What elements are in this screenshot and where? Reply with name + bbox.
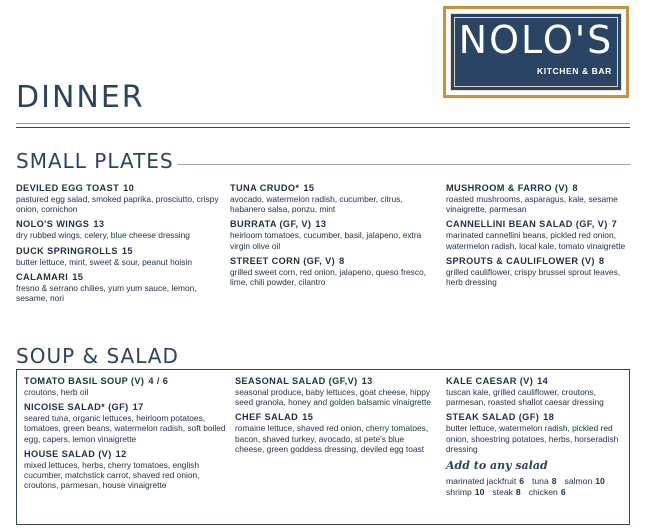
menu-item-title (16, 246, 221, 257)
menu-item-name: NOLO'S WINGS (16, 219, 90, 230)
menu-item-description: butter lettuce, mint, sweet & sour, peanut hoisin (16, 256, 192, 267)
menu-item-title (16, 272, 221, 283)
menu-item (16, 272, 221, 303)
menu-item-price: 8 (572, 183, 578, 193)
small-plates-column-2 (230, 183, 435, 292)
menu-item-description: grilled sweet corn, red onion, jalapeno, queso fresco, lime, chili powder, cilantro (230, 266, 426, 288)
menu-item-name: SEASONAL SALAD (GF,V) (235, 376, 358, 386)
small-plates-column-3 (446, 183, 636, 292)
menu-item-price: 13 (361, 376, 373, 386)
addons-row (446, 487, 626, 498)
menu-item (446, 256, 636, 287)
menu-item (235, 412, 435, 454)
small-plates-column-1 (16, 183, 221, 308)
addon-name: shrimp (446, 487, 472, 498)
addon-name: marinated jackfruit (446, 476, 517, 487)
logo-subtitle: KITCHEN & BAR (537, 66, 612, 76)
menu-item-name: NICOISE SALAD* (GF) (24, 402, 129, 413)
menu-item-price: 14 (537, 376, 549, 386)
menu-item-price: 15 (72, 271, 84, 282)
menu-item-description: roasted mushrooms, asparagus, kale, sesame vinaigrette, parmesan (446, 194, 618, 215)
menu-item-description: grilled cauliflower, crispy brussel sprout leaves, herb dressing (446, 266, 621, 288)
addon-name: salmon (564, 476, 593, 487)
menu-item-name: STREET CORN (GF, V) (230, 255, 336, 266)
addon-name: steak (492, 487, 513, 498)
menu-item-title (24, 402, 229, 413)
menu-item-price: 15 (121, 245, 133, 256)
menu-item-name: KALE CAESAR (V) (446, 376, 534, 386)
menu-item-description: mixed lettuces, herbs, cherry tomatoes, english cucumber, matchstick carrot, shaved red onion, croutons, parmesan, house vinaigrette (24, 459, 200, 491)
soup-salad-heading: SOUP & SALAD (16, 344, 179, 368)
menu-item-price: 7 (611, 219, 618, 230)
small-plates-heading: SMALL PLATES (16, 149, 174, 173)
menu-item-description: dry rubbed wings, celery, blue cheese dressing (16, 230, 190, 241)
soup-salad-column-3 (446, 376, 626, 498)
menu-item-price: 18 (543, 412, 555, 423)
menu-item-title (446, 412, 626, 423)
menu-item-name: MUSHROOM & FARRO (V) (446, 183, 569, 193)
menu-item-name: CHEF SALAD (235, 412, 299, 423)
addon-price: 10 (595, 476, 605, 487)
soup-salad-column-2 (235, 376, 435, 459)
menu-item-title (446, 376, 626, 387)
title-rule-navy (16, 127, 630, 128)
menu-item-description: seared tuna, organic lettuces, heirloom potatoes, tomatoes, green beans, watermelon radish, soft boiled egg, capers, lemon vinaigrette (24, 413, 226, 444)
menu-item (230, 183, 435, 214)
addons-row (446, 476, 626, 487)
menu-item-name: CANNELLINI BEAN SALAD (GF, V) (446, 219, 608, 230)
menu-item-title (16, 183, 221, 194)
addons-title: Add to any salad (446, 459, 548, 473)
menu-item-description: marinated cannellini beans, pickled red onion, watermelon radish, local kale, tomato vinaigrette (446, 230, 626, 251)
menu-item-title (446, 256, 636, 267)
menu-item (24, 402, 229, 444)
menu-item (446, 183, 636, 214)
menu-item (24, 449, 229, 491)
menu-item-price: 8 (339, 255, 345, 266)
menu-item (16, 219, 221, 240)
menu-item (24, 376, 229, 397)
menu-item-title (230, 183, 435, 194)
menu-item-name: TOMATO BASIL SOUP (V) (24, 376, 145, 386)
menu-item-price: 4 / 6 (148, 376, 169, 386)
menu-item-name: DUCK SPRINGROLLS (16, 245, 118, 256)
menu-item (235, 376, 435, 407)
menu-item-price: 17 (132, 402, 144, 413)
menu-item-price: 8 (598, 255, 605, 266)
menu-item-title (230, 219, 435, 230)
menu-item-description: heirloom tomatoes, cucumber, basil, jalapeno, extra virgin olive oil (230, 230, 422, 251)
addon-name: tuna (532, 476, 549, 487)
addon-price: 10 (474, 487, 485, 498)
menu-item-title (235, 412, 435, 423)
addon-price: 6 (560, 487, 566, 498)
menu-item-description: pastured egg salad, smoked paprika, prosciutto, crispy onion, cornichon (16, 194, 219, 215)
addon-price: 8 (515, 487, 521, 498)
menu-item-price: 13 (93, 219, 105, 230)
menu-item-price: 15 (302, 412, 314, 423)
menu-item-title (446, 219, 636, 230)
menu-item-name: STEAK SALAD (GF) (446, 412, 540, 423)
logo (443, 6, 629, 98)
menu-item-price: 12 (115, 448, 127, 459)
menu-item-price: 13 (315, 219, 327, 230)
menu-item-description: avocado, watermelon radish, cucumber, citrus, habanero salsa, ponzu, mint (230, 194, 403, 215)
menu-item-name: SPROUTS & CAULIFLOWER (V) (446, 255, 595, 266)
page-title: DINNER (16, 80, 145, 115)
menu-item-description: tuscan kale, grilled cauliflower, croutons, parmesan, roasted shallot caesar dressing (446, 387, 604, 408)
menu-item-price: 15 (303, 183, 315, 193)
menu-item-title (16, 219, 221, 230)
menu-item (446, 376, 626, 407)
logo-name: NOLO'S (458, 18, 614, 62)
menu-item-title (24, 449, 229, 460)
menu-item-title (24, 376, 229, 387)
menu-item-name: TUNA CRUDO* (230, 183, 300, 193)
menu-item-title (446, 183, 636, 194)
soup-salad-column-1 (24, 376, 229, 495)
addon-price: 6 (519, 476, 524, 487)
small-plates-rule (178, 164, 630, 165)
menu-item (446, 412, 626, 454)
menu-item (16, 183, 221, 214)
menu-item (230, 256, 435, 287)
title-rule-gold (16, 123, 630, 124)
menu-item-name: DEVILED EGG TOAST (16, 183, 120, 193)
menu-item-name: BURRATA (GF, V) (230, 219, 312, 230)
addon-name: chicken (528, 487, 558, 498)
menu-item (230, 219, 435, 250)
menu-item-title (230, 256, 435, 267)
menu-item-title (235, 376, 435, 387)
menu-item-name: CALAMARI (16, 271, 69, 282)
menu-item (16, 246, 221, 267)
menu-item (446, 219, 636, 250)
menu-item-name: HOUSE SALAD (V) (24, 448, 112, 459)
menu-item-description: croutons, herb oil (24, 387, 89, 397)
menu-item-description: seasonal produce, baby lettuces, goat cheese, hippy seed granola, honey and golden balsamic vinaigrette (235, 387, 432, 408)
menu-item-price: 10 (123, 183, 135, 193)
menu-item-description: fresno & serrano chilies, yum yum sauce, lemon, sesame, nori (16, 282, 197, 304)
addon-price: 8 (551, 476, 557, 487)
menu-item-description: romaine lettuce, shaved red onion, cherry tomatoes, bacon, shaved turkey, avocado, st pete's blue cheese, green goddess dressing, deviled egg toast (235, 423, 429, 454)
menu-item-description: butter lettuce, watermelon radish, pickled red onion, shoestring potatoes, herbs, horseradish dressing (446, 423, 619, 454)
